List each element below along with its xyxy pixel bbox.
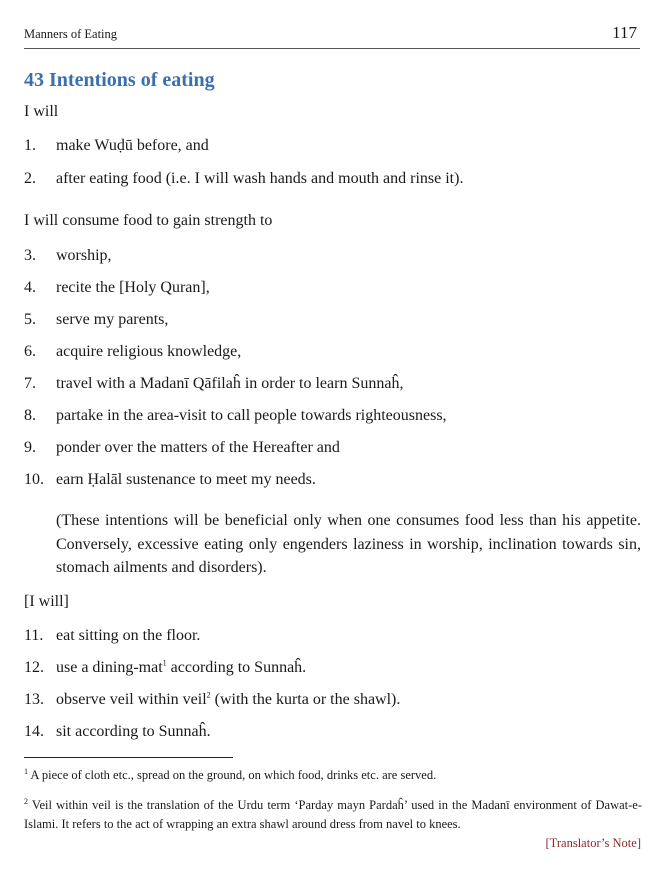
footnote-ref[interactable]: 2 [206, 690, 211, 700]
item-text: observe veil within veil [56, 691, 207, 708]
item-number: 1. [24, 137, 36, 154]
intro-text: I will consume food to gain strength to [24, 212, 273, 229]
list-item [24, 137, 644, 155]
item-text: sit according to Sunnaĥ. [56, 723, 211, 740]
item-number: 14. [24, 723, 44, 740]
item-number: 10. [24, 471, 44, 488]
item-text: partake in the area-visit to call people towards righteousness, [56, 407, 447, 424]
footnote [24, 796, 642, 834]
item-number: 11. [24, 627, 44, 644]
item-number: 7. [24, 375, 36, 392]
list-item [24, 311, 644, 329]
list-item [24, 659, 644, 677]
item-text: after eating food (i.e. I will wash hands and mouth and rinse it). [56, 170, 464, 187]
item-text: (with the kurta or the shawl). [210, 691, 401, 708]
list-item [24, 343, 644, 361]
footnote-mark: 2 [24, 796, 28, 806]
intention-note: (These intentions will be beneficial only when one consumes food less than his appetite. Conversely, excessive eating only engenders laziness in worship, inclination towards sin, stomach ailments and disorders). [56, 512, 641, 576]
header-divider [24, 48, 640, 49]
list-item [24, 170, 644, 188]
list-item [24, 627, 644, 645]
item-number: 4. [24, 279, 36, 296]
item-text: use a dining-mat [56, 659, 163, 676]
item-number: 5. [24, 311, 36, 328]
item-text: make Wuḍū before, and [56, 137, 209, 154]
item-text: travel with a Madanī Qāfilaĥ in order to learn Sunnaĥ, [56, 375, 404, 392]
list-item [24, 279, 644, 297]
intro-text: I will [24, 103, 59, 120]
item-text: acquire religious knowledge, [56, 343, 242, 360]
item-text: earn Ḥalāl sustenance to meet my needs. [56, 471, 316, 488]
footnote-divider [24, 757, 233, 758]
footnote-mark: 1 [24, 766, 28, 776]
list-item [24, 471, 644, 489]
item-number: 12. [24, 659, 44, 676]
list-item [24, 439, 644, 457]
item-text: ponder over the matters of the Hereafter and [56, 439, 340, 456]
footnote-ref[interactable]: 1 [162, 658, 167, 668]
footnote-text: Veil within veil is the translation of the Urdu term ‘Parday mayn Pardaĥ’ used in the Madanī environment of Dawat-e-Islami. It refers to the act of wrapping an extra shawl around dress from navel to knees. [24, 798, 642, 831]
footnote [24, 766, 642, 785]
item-text: eat sitting on the floor. [56, 627, 201, 644]
item-number: 6. [24, 343, 36, 360]
footnote-text: A piece of cloth etc., spread on the ground, on which food, drinks etc. are served. [28, 768, 437, 782]
item-number: 9. [24, 439, 36, 456]
intro-text: [I will] [24, 593, 69, 610]
chapter-title: Manners of Eating [24, 27, 118, 41]
translator-note: [Translator’s Note] [545, 836, 641, 850]
list-item [24, 407, 644, 425]
item-number: 2. [24, 170, 36, 187]
list-item [24, 247, 644, 265]
section-heading: 43 Intentions of eating [24, 69, 215, 91]
item-text: recite the [Holy Quran], [56, 279, 210, 296]
item-number: 13. [24, 691, 44, 708]
item-number: 8. [24, 407, 36, 424]
item-text: worship, [56, 247, 112, 264]
page-number: 117 [612, 23, 637, 42]
list-item [24, 691, 644, 709]
list-item [24, 723, 644, 741]
item-text: serve my parents, [56, 311, 169, 328]
item-number: 3. [24, 247, 36, 264]
list-item [24, 375, 644, 393]
item-text: according to Sunnaĥ. [166, 659, 307, 676]
